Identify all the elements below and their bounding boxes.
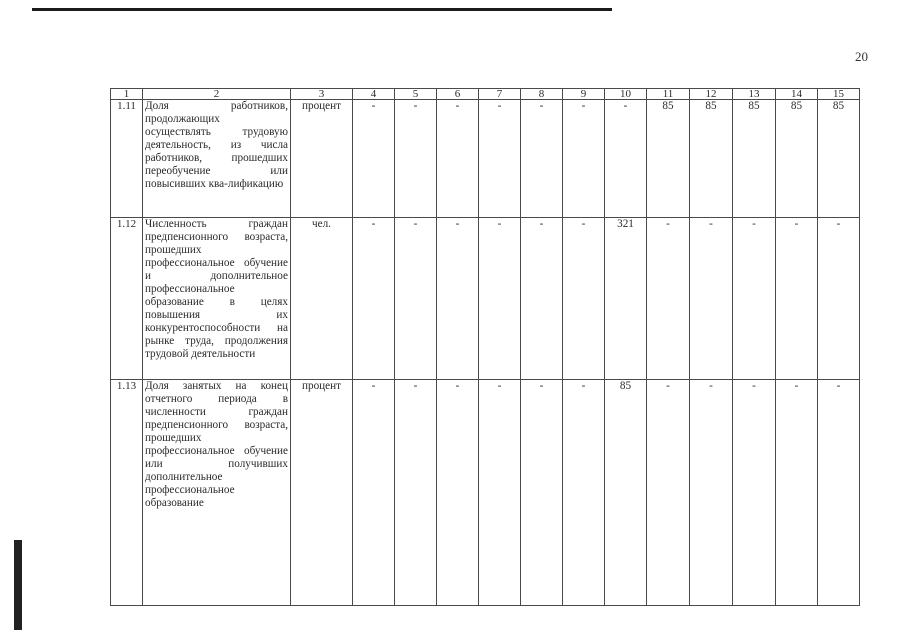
value-cell: -	[776, 218, 818, 380]
value-cell: -	[395, 380, 437, 606]
row-number: 1.11	[111, 100, 143, 218]
indicator-table	[110, 88, 860, 606]
value-cell: -	[353, 380, 395, 606]
value-cell: -	[818, 380, 860, 606]
value-cell: -	[818, 218, 860, 380]
value-cell: 85	[776, 100, 818, 218]
value-cell: -	[733, 218, 776, 380]
value-cell: -	[776, 380, 818, 606]
value-cell: 85	[605, 380, 647, 606]
value-cell: -	[437, 218, 479, 380]
value-cell: -	[563, 380, 605, 606]
value-cell: -	[437, 380, 479, 606]
value-cell: 85	[690, 100, 733, 218]
scan-edge-top	[32, 8, 612, 11]
header-cell: 4	[353, 89, 395, 100]
value-cell: 85	[818, 100, 860, 218]
value-cell: -	[733, 380, 776, 606]
value-cell: -	[563, 218, 605, 380]
row-number: 1.12	[111, 218, 143, 380]
header-cell: 10	[605, 89, 647, 100]
value-cell: -	[563, 100, 605, 218]
value-cell: 85	[647, 100, 690, 218]
header-cell: 5	[395, 89, 437, 100]
value-cell: -	[395, 218, 437, 380]
header-cell: 7	[479, 89, 521, 100]
value-cell: -	[521, 218, 563, 380]
header-cell: 14	[776, 89, 818, 100]
header-cell: 12	[690, 89, 733, 100]
header-cell: 13	[733, 89, 776, 100]
header-cell: 9	[563, 89, 605, 100]
table-row	[111, 380, 860, 606]
value-cell: -	[647, 380, 690, 606]
header-cell: 11	[647, 89, 690, 100]
header-cell: 15	[818, 89, 860, 100]
header-cell: 6	[437, 89, 479, 100]
header-cell: 8	[521, 89, 563, 100]
value-cell: -	[395, 100, 437, 218]
table-row	[111, 218, 860, 380]
row-description: Доля работников, продолжающих осуществлять трудовую деятельность, из числа работников, прошедших переобучение или повысивших ква-лификацию	[143, 100, 291, 218]
row-description: Численность граждан предпенсионного возраста, прошедших профессиональное обучение и дополнительное профессиональное образование в целях повышения их конкурентоспособности на рынке труда, продолжения трудовой деятельности	[143, 218, 291, 380]
value-cell: -	[521, 100, 563, 218]
page-number: 20	[855, 49, 868, 64]
value-cell: -	[521, 380, 563, 606]
row-unit: процент	[291, 380, 353, 606]
value-cell: -	[353, 218, 395, 380]
value-cell: -	[605, 100, 647, 218]
value-cell: 321	[605, 218, 647, 380]
value-cell: -	[479, 380, 521, 606]
value-cell: 85	[733, 100, 776, 218]
value-cell: -	[647, 218, 690, 380]
value-cell: -	[479, 100, 521, 218]
value-cell: -	[690, 218, 733, 380]
table-row	[111, 100, 860, 218]
header-row	[111, 89, 860, 100]
row-number: 1.13	[111, 380, 143, 606]
value-cell: -	[690, 380, 733, 606]
scan-edge-left	[14, 540, 22, 630]
header-cell: 3	[291, 89, 353, 100]
value-cell: -	[437, 100, 479, 218]
value-cell: -	[479, 218, 521, 380]
row-description: Доля занятых на конец отчетного периода в численности граждан предпенсионного возраста, прошедших профессиональное обучение или получивших дополнительное профессиональное образование	[143, 380, 291, 606]
value-cell: -	[353, 100, 395, 218]
row-unit: процент	[291, 100, 353, 218]
header-cell: 2	[143, 89, 291, 100]
header-cell: 1	[111, 89, 143, 100]
row-unit: чел.	[291, 218, 353, 380]
